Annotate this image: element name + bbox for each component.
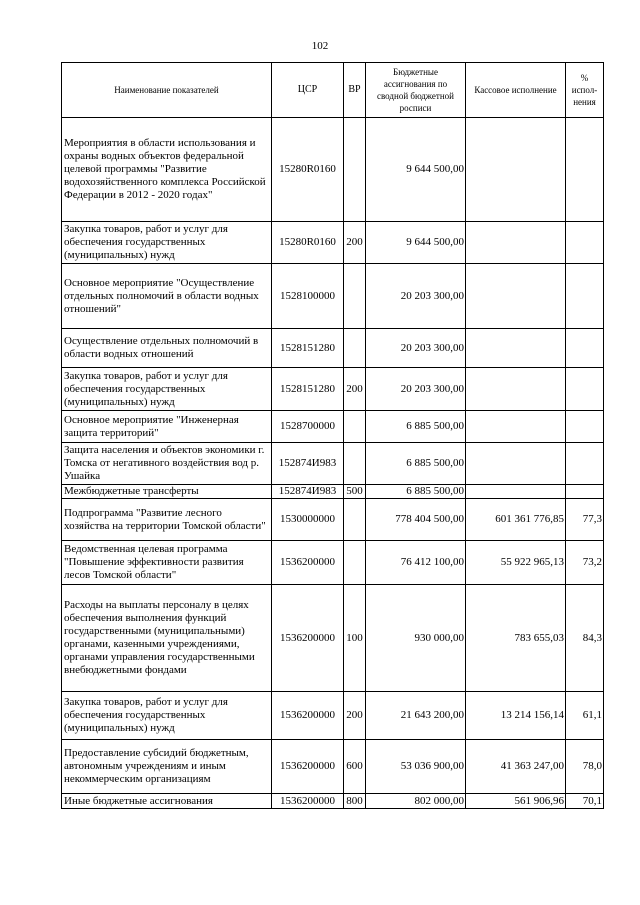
row-csr: 1536200000: [272, 585, 344, 692]
row-budget: 20 203 300,00: [366, 368, 466, 411]
row-budget: 9 644 500,00: [366, 222, 466, 264]
row-vr: 200: [344, 368, 366, 411]
budget-table: [61, 62, 604, 809]
row-vr: 100: [344, 585, 366, 692]
row-pct: 73,2: [566, 541, 604, 585]
row-pct: [566, 264, 604, 329]
row-cash: 55 922 965,13: [466, 541, 566, 585]
row-name: Подпрограмма "Развитие лесного хозяйства на территории Томской области": [62, 499, 272, 541]
row-csr: 1528100000: [272, 264, 344, 329]
table-row: [62, 585, 604, 692]
row-csr: 1536200000: [272, 692, 344, 740]
row-cash: [466, 485, 566, 499]
row-budget: 6 885 500,00: [366, 411, 466, 443]
page-number: 102: [311, 40, 329, 52]
row-name: Ведомственная целевая программа "Повышение эффективности развития лесов Томской области": [62, 541, 272, 585]
row-csr: 1530000000: [272, 499, 344, 541]
table-row: [62, 368, 604, 411]
table-row: [62, 692, 604, 740]
row-csr: 1536200000: [272, 541, 344, 585]
row-csr: 15280R0160: [272, 118, 344, 222]
row-name: Осуществление отдельных полномочий в области водных отношений: [62, 329, 272, 368]
row-pct: [566, 411, 604, 443]
row-vr: 200: [344, 692, 366, 740]
row-name: Защита населения и объектов экономики г. Томска от негативного воздействия вод р. Ушайка: [62, 443, 272, 485]
row-name: Расходы на выплаты персоналу в целях обеспечения выполнения функций государственными (муниципальными) органами, казенными учреждениями, органами управления государственными внебюджетными фондами: [62, 585, 272, 692]
row-pct: [566, 368, 604, 411]
row-cash: [466, 329, 566, 368]
row-pct: 78,0: [566, 740, 604, 794]
row-vr: [344, 443, 366, 485]
row-name: Закупка товаров, работ и услуг для обеспечения государственных (муниципальных) нужд: [62, 222, 272, 264]
table-row: [62, 329, 604, 368]
row-csr: 1528151280: [272, 368, 344, 411]
table-row: [62, 443, 604, 485]
header-budget: Бюджетные ассигнования по сводной бюджетной росписи: [366, 63, 466, 118]
header-pct: % испол-нения: [566, 63, 604, 118]
table-row: [62, 794, 604, 809]
row-budget: 20 203 300,00: [366, 264, 466, 329]
row-budget: 930 000,00: [366, 585, 466, 692]
row-cash: 783 655,03: [466, 585, 566, 692]
row-csr: 152874И983: [272, 443, 344, 485]
header-name: Наименование показателей: [62, 63, 272, 118]
row-budget: 6 885 500,00: [366, 485, 466, 499]
row-budget: 6 885 500,00: [366, 443, 466, 485]
row-name: Закупка товаров, работ и услуг для обеспечения государственных (муниципальных) нужд: [62, 692, 272, 740]
row-csr: 1536200000: [272, 740, 344, 794]
row-csr: 1528151280: [272, 329, 344, 368]
row-pct: 77,3: [566, 499, 604, 541]
row-cash: 13 214 156,14: [466, 692, 566, 740]
table-row: [62, 485, 604, 499]
row-name: Предоставление субсидий бюджетным, автономным учреждениям и иным некоммерческим организациям: [62, 740, 272, 794]
row-csr: 152874И983: [272, 485, 344, 499]
table-row: [62, 411, 604, 443]
row-vr: [344, 118, 366, 222]
row-pct: 70,1: [566, 794, 604, 809]
row-cash: [466, 222, 566, 264]
header-vr: ВР: [344, 63, 366, 118]
row-pct: [566, 329, 604, 368]
row-pct: [566, 485, 604, 499]
row-name: Основное мероприятие "Инженерная защита территорий": [62, 411, 272, 443]
row-budget: 778 404 500,00: [366, 499, 466, 541]
row-pct: [566, 118, 604, 222]
row-budget: 802 000,00: [366, 794, 466, 809]
row-budget: 21 643 200,00: [366, 692, 466, 740]
table-body: [62, 118, 604, 809]
row-cash: [466, 443, 566, 485]
table-row: [62, 264, 604, 329]
row-name: Иные бюджетные ассигнования: [62, 794, 272, 809]
row-name: Межбюджетные трансферты: [62, 485, 272, 499]
row-cash: [466, 368, 566, 411]
row-vr: [344, 264, 366, 329]
row-cash: 561 906,96: [466, 794, 566, 809]
row-cash: 601 361 776,85: [466, 499, 566, 541]
table-row: [62, 541, 604, 585]
row-vr: 600: [344, 740, 366, 794]
row-vr: [344, 411, 366, 443]
row-pct: 61,1: [566, 692, 604, 740]
table-row: [62, 118, 604, 222]
row-name: Закупка товаров, работ и услуг для обеспечения государственных (муниципальных) нужд: [62, 368, 272, 411]
row-vr: 200: [344, 222, 366, 264]
row-pct: [566, 222, 604, 264]
row-budget: 20 203 300,00: [366, 329, 466, 368]
row-vr: [344, 329, 366, 368]
row-vr: 500: [344, 485, 366, 499]
row-pct: [566, 443, 604, 485]
header-cash: Кассовое исполнение: [466, 63, 566, 118]
row-cash: [466, 264, 566, 329]
table-row: [62, 222, 604, 264]
row-cash: [466, 118, 566, 222]
header-csr: ЦСР: [272, 63, 344, 118]
row-vr: [344, 499, 366, 541]
row-vr: 800: [344, 794, 366, 809]
row-budget: 76 412 100,00: [366, 541, 466, 585]
row-csr: 1528700000: [272, 411, 344, 443]
row-csr: 1536200000: [272, 794, 344, 809]
row-csr: 15280R0160: [272, 222, 344, 264]
row-budget: 53 036 900,00: [366, 740, 466, 794]
row-budget: 9 644 500,00: [366, 118, 466, 222]
row-name: Мероприятия в области использования и охраны водных объектов федеральной целевой программы "Развитие водохозяйственного комплекса Российской Федерации в 2012 - 2020 годах": [62, 118, 272, 222]
row-name: Основное мероприятие "Осуществление отдельных полномочий в области водных отношений": [62, 264, 272, 329]
row-cash: 41 363 247,00: [466, 740, 566, 794]
table-row: [62, 499, 604, 541]
table-header-row: [62, 63, 604, 118]
table-row: [62, 740, 604, 794]
row-cash: [466, 411, 566, 443]
row-vr: [344, 541, 366, 585]
row-pct: 84,3: [566, 585, 604, 692]
